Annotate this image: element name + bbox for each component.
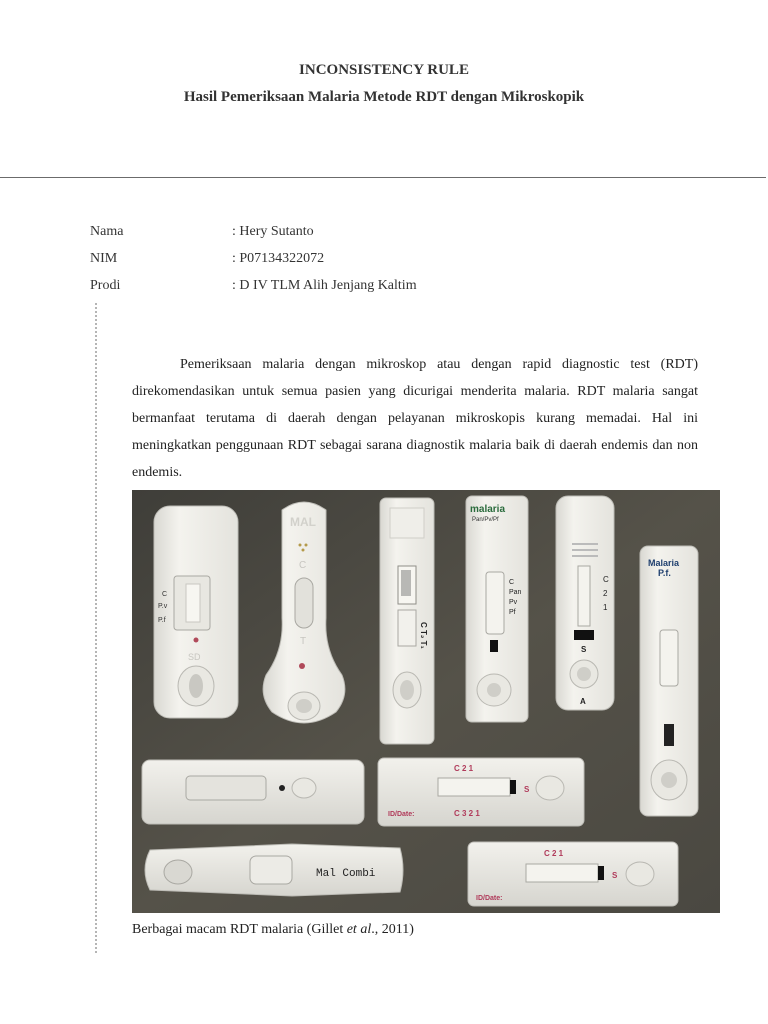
label-sd: SD: [188, 652, 201, 662]
label-pv: P.v: [158, 603, 168, 610]
caption-prefix: Berbagai macam RDT malaria (Gillet: [132, 922, 347, 937]
label-pf: P.f: [158, 617, 166, 624]
figure-caption: [132, 922, 414, 938]
dotted-margin-line: [95, 303, 97, 953]
label-iddate2: ID/Date:: [476, 895, 503, 902]
rdt-cassette-horizontal-2: [378, 758, 584, 826]
label-c21: C 2 1: [454, 764, 474, 773]
label-s3: S: [612, 871, 618, 880]
rdt-cassette-malaria-pf: [640, 546, 698, 816]
label-c4: C: [603, 575, 609, 584]
label-iddate: ID/Date:: [388, 811, 415, 818]
info-value: : Hery Sutanto: [232, 224, 314, 239]
label-2: 2: [603, 589, 608, 598]
label-c321: C 3 2 1: [454, 809, 480, 818]
info-label: NIM: [90, 251, 118, 266]
doc-subtitle: Hasil Pemeriksaan Malaria Metode RDT dengan Mikroskopik: [183, 89, 585, 105]
label-malaria-pf: Malaria: [648, 558, 680, 568]
label-c3: C: [509, 579, 515, 586]
label-s: S: [581, 645, 587, 654]
info-label: Nama: [90, 224, 124, 239]
caption-italic: et al: [346, 922, 372, 937]
label-malcombi: Mal Combi: [316, 868, 376, 880]
rdt-photo: [132, 490, 720, 913]
label-brand: malaria: [470, 504, 506, 515]
label-1: 1: [603, 603, 608, 612]
info-value: : D IV TLM Alih Jenjang Kaltim: [232, 278, 417, 293]
label-pv2: Pv: [509, 599, 518, 606]
label-a: A: [580, 697, 586, 706]
label-brand-sub: Pan/Pv/Pf: [472, 517, 499, 523]
rdt-cassette-horizontal-3: [468, 842, 678, 906]
label-c2: C: [299, 560, 307, 571]
info-value: : P07134322072: [232, 251, 325, 266]
rdt-cassette-ct: [380, 498, 434, 744]
header-divider: [0, 177, 766, 178]
rdt-cassette-s-a: [556, 496, 614, 710]
label-mal: MAL: [290, 515, 316, 529]
rdt-cassette-horizontal-1: [142, 760, 364, 824]
body-paragraph: Pemeriksaan malaria dengan mikroskop atau dengan rapid diagnostic test (RDT) direkomendasikan untuk semua pasien yang dicurigai menderita malaria. RDT malaria sangat bermanfaat terutama di daerah dengan pelayanan mikroskopis kurang memadai. Hal ini meningkatkan penggunaan RDT sebagai sarana diagnostik malaria baik di daerah endemis dan non endemis.: [132, 357, 698, 480]
rdt-cassette-sd: [154, 506, 238, 718]
rdt-cassette-mal-combi: [145, 844, 403, 896]
label-pan: Pan: [509, 589, 522, 596]
label-s2: S: [524, 785, 530, 794]
label-c21b: C 2 1: [544, 849, 564, 858]
rdt-cassette-pan: [466, 496, 528, 722]
caption-suffix: ., 2011): [371, 922, 414, 937]
doc-title: INCONSISTENCY RULE: [299, 62, 469, 78]
label-pf-dot: P.f.: [658, 568, 671, 578]
label-pf2: Pf: [509, 609, 516, 616]
label-t: T: [300, 636, 307, 647]
label-c: C: [162, 591, 168, 598]
label-ct2t1: C T₂ T₁: [419, 622, 428, 649]
info-label: Prodi: [90, 278, 121, 293]
